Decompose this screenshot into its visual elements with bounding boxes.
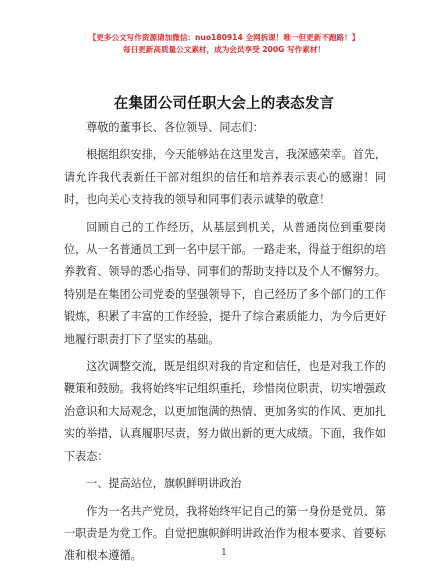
- greeting: 尊敬的董事长、各位领导、同志们：: [86, 121, 264, 134]
- page-number: 1: [221, 548, 227, 558]
- paragraph: 这次调整交流，既是组织对我的肯定和信任，也是对我工作的鞭策和鼓励。我将始终牢记组织重托，珍惜岗位职责，切实增强政治意识和大局观念，以更加饱满的热情、更加务实的作风、更加扎实的举措，认真履职尽责，努力做出新的更大成绩。下面，我作如下表态：: [64, 360, 386, 463]
- paragraph: 回顾自己的工作经历，从基层到机关，从普通岗位到重要岗位，从一名普通员工到一名中层干部。一路走来，得益于组织的培养教育、领导的悉心指导、同事们的帮助支持以及个人不懈努力。特别是在集团公司党委的坚强领导下，自己经历了多个部门的工作锻炼，积累了丰富的工作经验，提升了综合素质能力，为今后更好地履行职责打下了坚实的基础。: [64, 220, 386, 346]
- section-heading: 一、提高站位，旗帜鲜明讲政治: [86, 477, 242, 491]
- document-title: 在集团公司任职大会上的表态发言: [113, 96, 335, 112]
- promo-banner-line-2: 每日更新高质量公文素材，成为会员享受 200G 写作素材！: [122, 45, 326, 54]
- paragraph: 作为一名共产党员，我将始终牢记自己的第一身份是党员、第一职责是为党工作。自觉把旗帜鲜明讲政治作为根本要求、首要标准和根本遵循。: [64, 504, 386, 563]
- document-body: [64, 117, 386, 573]
- promo-banner-line-1: 【更多公文写作资源请加微信：nuo180914 全网拆课！唯一但更新不跑路！】: [88, 33, 360, 42]
- paragraph: 根据组织安排，今天能够站在这里发言，我深感荣幸。首先，请允许我代表新任干部对组织的信任和培养表示衷心的感谢！同时，也向关心支持我的领导和同事们表示诚挚的敬意！: [64, 148, 386, 207]
